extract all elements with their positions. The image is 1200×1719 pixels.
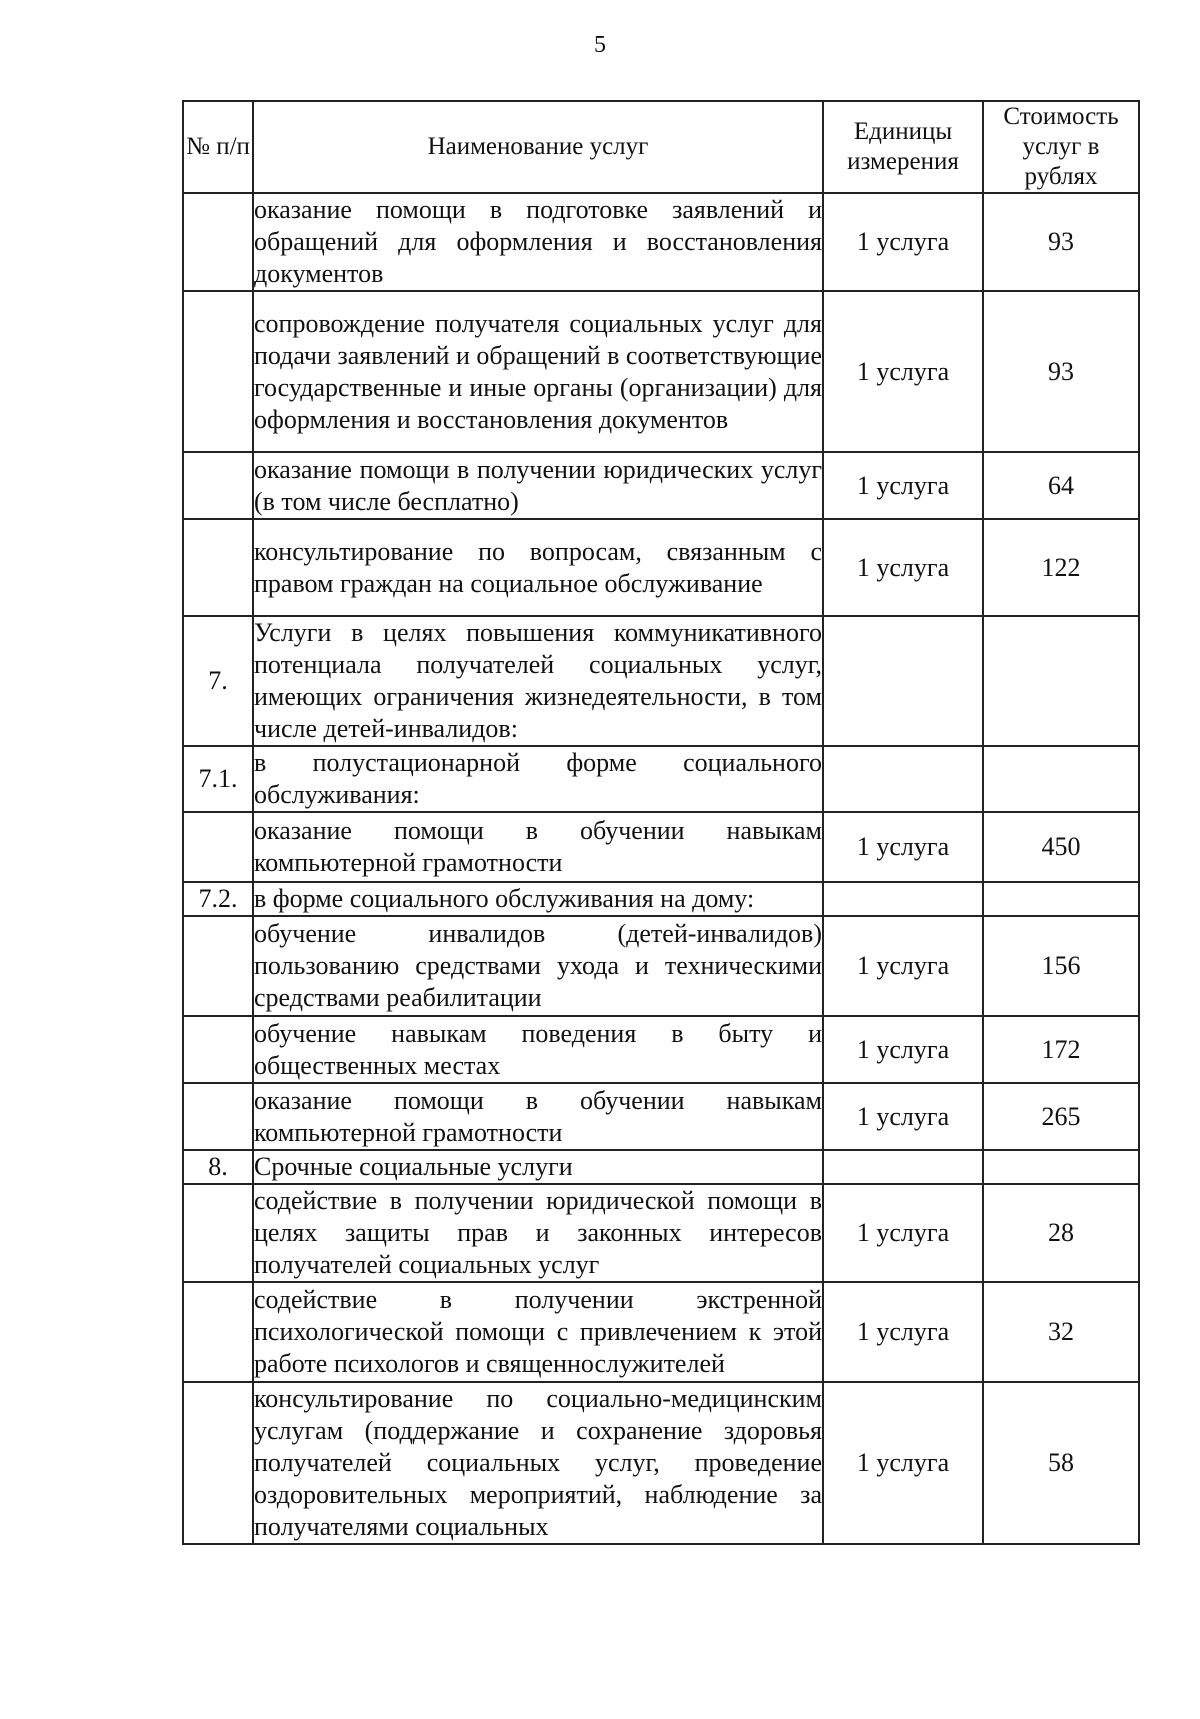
header-cost: Стоимость услуг в рублях bbox=[983, 101, 1139, 193]
table-row bbox=[183, 916, 1139, 1016]
row-num bbox=[183, 291, 253, 452]
table-row-subsection bbox=[183, 882, 1139, 916]
table-row-subsection bbox=[183, 746, 1139, 812]
row-name: сопровождение получателя социальных услуг для подачи заявлений и обращений в соответствующие государственные и иные органы (организации) для оформления и восстановления документов bbox=[253, 291, 823, 452]
row-name: Услуги в целях повышения коммуникативного потенциала получателей социальных услуг, имеющих ограничения жизнедеятельности, в том числе детей-инвалидов: bbox=[253, 616, 823, 746]
row-num: 7.2. bbox=[183, 882, 253, 916]
row-name: в форме социального обслуживания на дому: bbox=[253, 882, 823, 916]
row-unit: 1 услуга bbox=[823, 519, 983, 616]
table-row bbox=[183, 1016, 1139, 1083]
row-name: обучение инвалидов (детей-инвалидов) пользованию средствами ухода и техническими средствами реабилитации bbox=[253, 916, 823, 1016]
row-num bbox=[183, 193, 253, 291]
row-cost: 93 bbox=[983, 193, 1139, 291]
row-num bbox=[183, 916, 253, 1016]
table-row bbox=[183, 519, 1139, 616]
row-cost bbox=[983, 746, 1139, 812]
row-unit bbox=[823, 1150, 983, 1184]
row-cost: 172 bbox=[983, 1016, 1139, 1083]
row-num bbox=[183, 1184, 253, 1282]
table-row bbox=[183, 291, 1139, 452]
row-name: оказание помощи в обучении навыкам компьютерной грамотности bbox=[253, 812, 823, 882]
row-cost: 156 bbox=[983, 916, 1139, 1016]
row-unit: 1 услуга bbox=[823, 916, 983, 1016]
row-unit: 1 услуга bbox=[823, 193, 983, 291]
row-cost: 122 bbox=[983, 519, 1139, 616]
table-row-section bbox=[183, 616, 1139, 746]
row-unit bbox=[823, 616, 983, 746]
row-cost: 64 bbox=[983, 452, 1139, 519]
row-name: в полустационарной форме социального обслуживания: bbox=[253, 746, 823, 812]
table-row bbox=[183, 193, 1139, 291]
row-cost: 265 bbox=[983, 1083, 1139, 1150]
row-num bbox=[183, 1282, 253, 1382]
row-num bbox=[183, 452, 253, 519]
row-unit: 1 услуга bbox=[823, 291, 983, 452]
table-row bbox=[183, 1382, 1139, 1544]
row-cost: 28 bbox=[983, 1184, 1139, 1282]
row-num bbox=[183, 519, 253, 616]
row-name: содействие в получении экстренной психологической помощи с привлечением к этой работе психологов и священнослужителей bbox=[253, 1282, 823, 1382]
row-cost bbox=[983, 616, 1139, 746]
row-cost: 32 bbox=[983, 1282, 1139, 1382]
table-row bbox=[183, 1184, 1139, 1282]
row-num: 8. bbox=[183, 1150, 253, 1184]
row-num bbox=[183, 1016, 253, 1083]
row-name: обучение навыкам поведения в быту и общественных местах bbox=[253, 1016, 823, 1083]
row-cost: 93 bbox=[983, 291, 1139, 452]
row-num: 7.1. bbox=[183, 746, 253, 812]
header-num: № п/п bbox=[183, 101, 253, 193]
row-num: 7. bbox=[183, 616, 253, 746]
row-num bbox=[183, 1382, 253, 1544]
table-row bbox=[183, 452, 1139, 519]
row-name: оказание помощи в получении юридических услуг (в том числе бесплатно) bbox=[253, 452, 823, 519]
row-unit bbox=[823, 746, 983, 812]
table-row bbox=[183, 812, 1139, 882]
row-cost: 58 bbox=[983, 1382, 1139, 1544]
row-unit: 1 услуга bbox=[823, 812, 983, 882]
table-header-row bbox=[183, 101, 1139, 193]
row-cost bbox=[983, 1150, 1139, 1184]
row-cost bbox=[983, 882, 1139, 916]
page-number: 5 bbox=[594, 32, 606, 58]
table-row bbox=[183, 1083, 1139, 1150]
row-unit: 1 услуга bbox=[823, 452, 983, 519]
row-name: консультирование по социально-медицинским услугам (поддержание и сохранение здоровья получателей социальных услуг, проведение оздоровительных мероприятий, наблюдение за получателями социальных bbox=[253, 1382, 823, 1544]
services-price-table bbox=[182, 100, 1140, 1545]
row-unit: 1 услуга bbox=[823, 1382, 983, 1544]
row-unit: 1 услуга bbox=[823, 1083, 983, 1150]
row-name: оказание помощи в подготовке заявлений и обращений для оформления и восстановления документов bbox=[253, 193, 823, 291]
row-name: Срочные социальные услуги bbox=[253, 1150, 823, 1184]
table-row-section bbox=[183, 1150, 1139, 1184]
header-unit: Единицы измерения bbox=[823, 101, 983, 193]
row-name: содействие в получении юридической помощи в целях защиты прав и законных интересов получателей социальных услуг bbox=[253, 1184, 823, 1282]
row-cost: 450 bbox=[983, 812, 1139, 882]
row-unit: 1 услуга bbox=[823, 1016, 983, 1083]
row-unit: 1 услуга bbox=[823, 1184, 983, 1282]
row-num bbox=[183, 1083, 253, 1150]
row-unit bbox=[823, 882, 983, 916]
row-name: консультирование по вопросам, связанным с правом граждан на социальное обслуживание bbox=[253, 519, 823, 616]
header-name: Наименование услуг bbox=[253, 101, 823, 193]
row-name: оказание помощи в обучении навыкам компьютерной грамотности bbox=[253, 1083, 823, 1150]
row-num bbox=[183, 812, 253, 882]
table-row bbox=[183, 1282, 1139, 1382]
row-unit: 1 услуга bbox=[823, 1282, 983, 1382]
